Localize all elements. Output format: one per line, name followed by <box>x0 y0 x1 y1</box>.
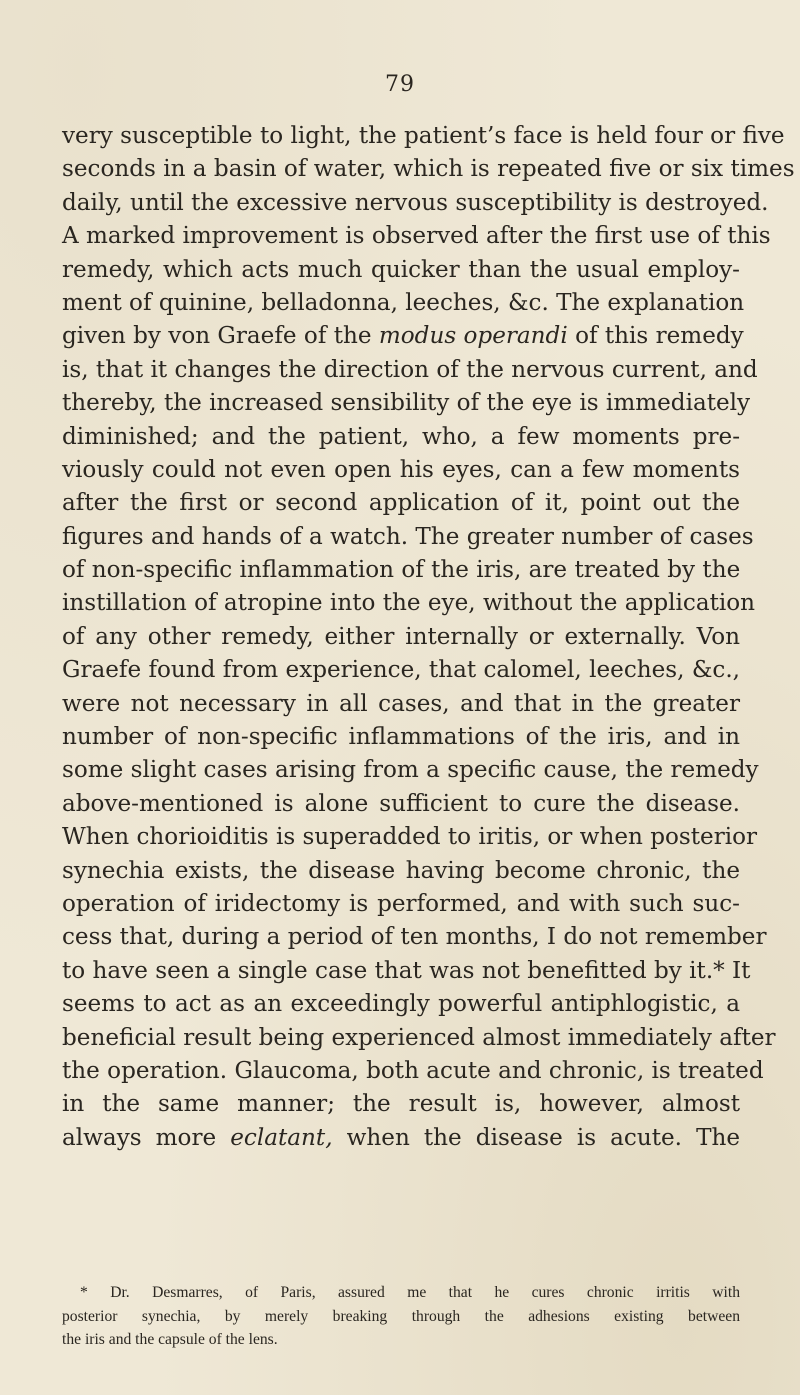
text-line: figures and hands of a watch. The greater number of cases <box>62 523 754 550</box>
text-line: remedy, which acts much quicker than the usual employ- <box>62 256 740 283</box>
text-line: of any other remedy, either internally or externally. Von <box>62 623 740 650</box>
text-line: operation of iridectomy is performed, and with such suc- <box>62 890 740 917</box>
text-line <box>62 320 744 353</box>
text-line: synechia exists, the disease having become chronic, the <box>62 857 740 884</box>
text-line: ment of quinine, belladonna, leeches, &c. The explanation <box>62 289 745 316</box>
text-line: some slight cases arising from a specific cause, the remedy <box>62 757 759 784</box>
text-line: is, that it changes the direction of the nervous current, and <box>62 356 758 383</box>
italic-phrase: eclatant, <box>230 1124 333 1151</box>
text-line: were not necessary in all cases, and that in the greater <box>62 690 740 717</box>
footnote <box>62 1281 740 1352</box>
text-line: instillation of atropine into the eye, without the application <box>62 590 756 617</box>
text-segment: given by von Graefe of the <box>62 323 372 350</box>
body-text <box>62 120 795 1155</box>
text-line: A marked improvement is observed after the first use of this <box>62 223 771 250</box>
text-line: seconds in a basin of water, which is repeated five or six times <box>62 156 795 183</box>
text-line: to have seen a single case that was not benefitted by it.* It <box>62 957 751 984</box>
text-line: seems to act as an exceedingly powerful antiphlogistic, a <box>62 991 740 1018</box>
footnote-line: the iris and the capsule of the lens. <box>62 1331 278 1348</box>
text-segment: when the disease is acute. The <box>346 1124 741 1151</box>
text-segment: always more <box>62 1124 217 1151</box>
text-line: very susceptible to light, the patient’s face is held four or five <box>62 123 785 149</box>
page-number: 79 <box>385 72 415 97</box>
text-line: number of non-specific inflammations of the iris, and in <box>62 724 740 751</box>
text-line: Graefe found from experience, that calomel, leeches, &c., <box>62 657 740 684</box>
text-line: the operation. Glaucoma, both acute and chronic, is treated <box>62 1057 764 1084</box>
text-line: viously could not even open his eyes, can a few moments <box>62 456 740 483</box>
text-line: beneficial result being experienced almost immediately after <box>62 1024 776 1051</box>
text-line: in the same manner; the result is, however, almost <box>62 1091 740 1118</box>
text-line: daily, until the excessive nervous susceptibility is destroyed. <box>62 189 769 216</box>
text-line: thereby, the increased sensibility of the eye is immediately <box>62 390 751 417</box>
text-line: diminished; and the patient, who, a few moments pre- <box>62 423 740 450</box>
italic-phrase: modus operandi <box>378 323 568 350</box>
footnote-line: * Dr. Desmarres, of Paris, assured me that he cures chronic irritis with <box>80 1284 740 1301</box>
text-line <box>62 1122 740 1155</box>
text-line: When chorioiditis is superadded to iritis, or when posterior <box>62 824 758 851</box>
text-segment: of this remedy <box>575 323 744 350</box>
text-line: after the first or second application of it, point out the <box>62 490 740 517</box>
text-line: of non-specific inflammation of the iris, are treated by the <box>62 557 741 584</box>
footnote-line: posterior synechia, by merely breaking through the adhesions existing between <box>62 1307 740 1325</box>
text-line: cess that, during a period of ten months, I do not remember <box>62 924 767 951</box>
text-line: above-mentioned is alone sufficient to cure the disease. <box>62 790 740 817</box>
